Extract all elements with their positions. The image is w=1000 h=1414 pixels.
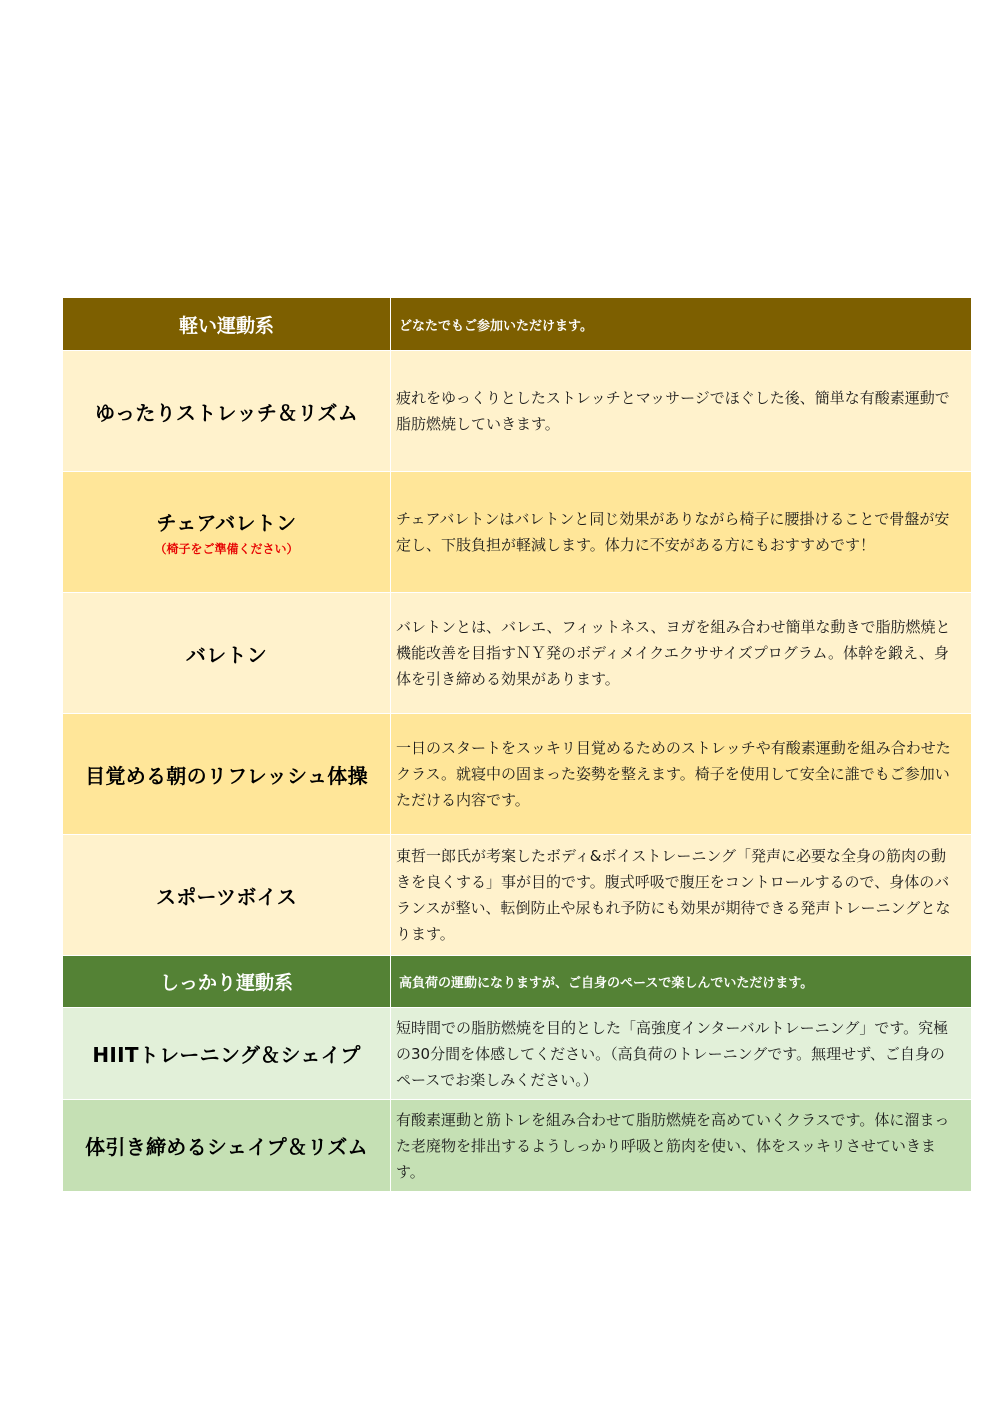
class-description: 東哲一郎氏が考案したボディ&ボイストレーニング「発声に必要な全身の筋肉の動きを良くする」事が目的です。腹式呼吸で腹圧をコントロールするので、身体のバランスが整い、転倒防止や尿もれ予防にも効果が期待できる発声トレーニングとなります。 xyxy=(396,847,951,943)
class-name: ゆったりストレッチ＆リズム xyxy=(94,400,359,425)
class-name: 目覚める朝のリフレッシュ体操 xyxy=(85,763,368,788)
class-name: HIITトレーニング＆シェイプ xyxy=(92,1043,361,1067)
class-row xyxy=(63,1099,971,1191)
section-title: しっかり運動系 xyxy=(63,956,391,1007)
class-name: チェアバレトン xyxy=(156,511,297,535)
class-description: 短時間での脂肪燃焼を目的とした「高強度インターバルトレーニング」です。究極の30分間を体感してください。（高負荷のトレーニングです。無理せず、ご自身のペースでお楽しみください。） xyxy=(396,1018,949,1089)
class-row xyxy=(63,471,971,592)
class-description: バレトンとは、バレエ、フィットネス、ヨガを組み合わせ簡単な動きで脂肪燃焼と機能改善を目指すＮＹ発のボディメイクエクササイズプログラム。体幹を鍛え、身体を引き締める効果があります。 xyxy=(396,618,951,688)
class-name: スポーツボイス xyxy=(155,884,298,909)
class-row xyxy=(63,592,971,713)
class-row xyxy=(63,1007,971,1099)
class-name: 体引き締めるシェイプ＆リズム xyxy=(85,1135,368,1159)
class-description: 疲れをゆっくりとしたストレッチとマッサージでほぐした後、簡単な有酸素運動で脂肪燃焼していきます。 xyxy=(396,389,950,433)
class-description: 一日のスタートをスッキリ目覚めるためのストレッチや有酸素運動を組み合わせたクラス。就寝中の固まった姿勢を整えます。椅子を使用して安全に誰でもご参加いただける内容です。 xyxy=(396,739,951,809)
class-row xyxy=(63,834,971,955)
section-header-light xyxy=(63,298,971,350)
section-header-heavy xyxy=(63,955,971,1007)
class-description: 有酸素運動と筋トレを組み合わせて脂肪燃焼を高めていくクラスです。体に溜まった老廃物を排出するようしっかり呼吸と筋肉を使い、体をスッキリさせていきます。 xyxy=(396,1110,950,1181)
class-name: バレトン xyxy=(185,642,268,667)
section-subtitle: どなたでもご参加いただけます。 xyxy=(399,318,593,334)
class-row xyxy=(63,713,971,834)
class-description: チェアバレトンはバレトンと同じ効果がありながら椅子に腰掛けることで骨盤が安定し、下肢負担が軽減します。体力に不安がある方にもおすすめです！ xyxy=(396,510,950,554)
class-note: （椅子をご準備ください） xyxy=(154,542,299,556)
section-title: 軽い運動系 xyxy=(63,298,391,350)
class-schedule-table xyxy=(63,298,971,1191)
section-subtitle: 高負荷の運動になりますが、ご自身のペースで楽しんでいただけます。 xyxy=(399,976,814,991)
class-row xyxy=(63,350,971,471)
